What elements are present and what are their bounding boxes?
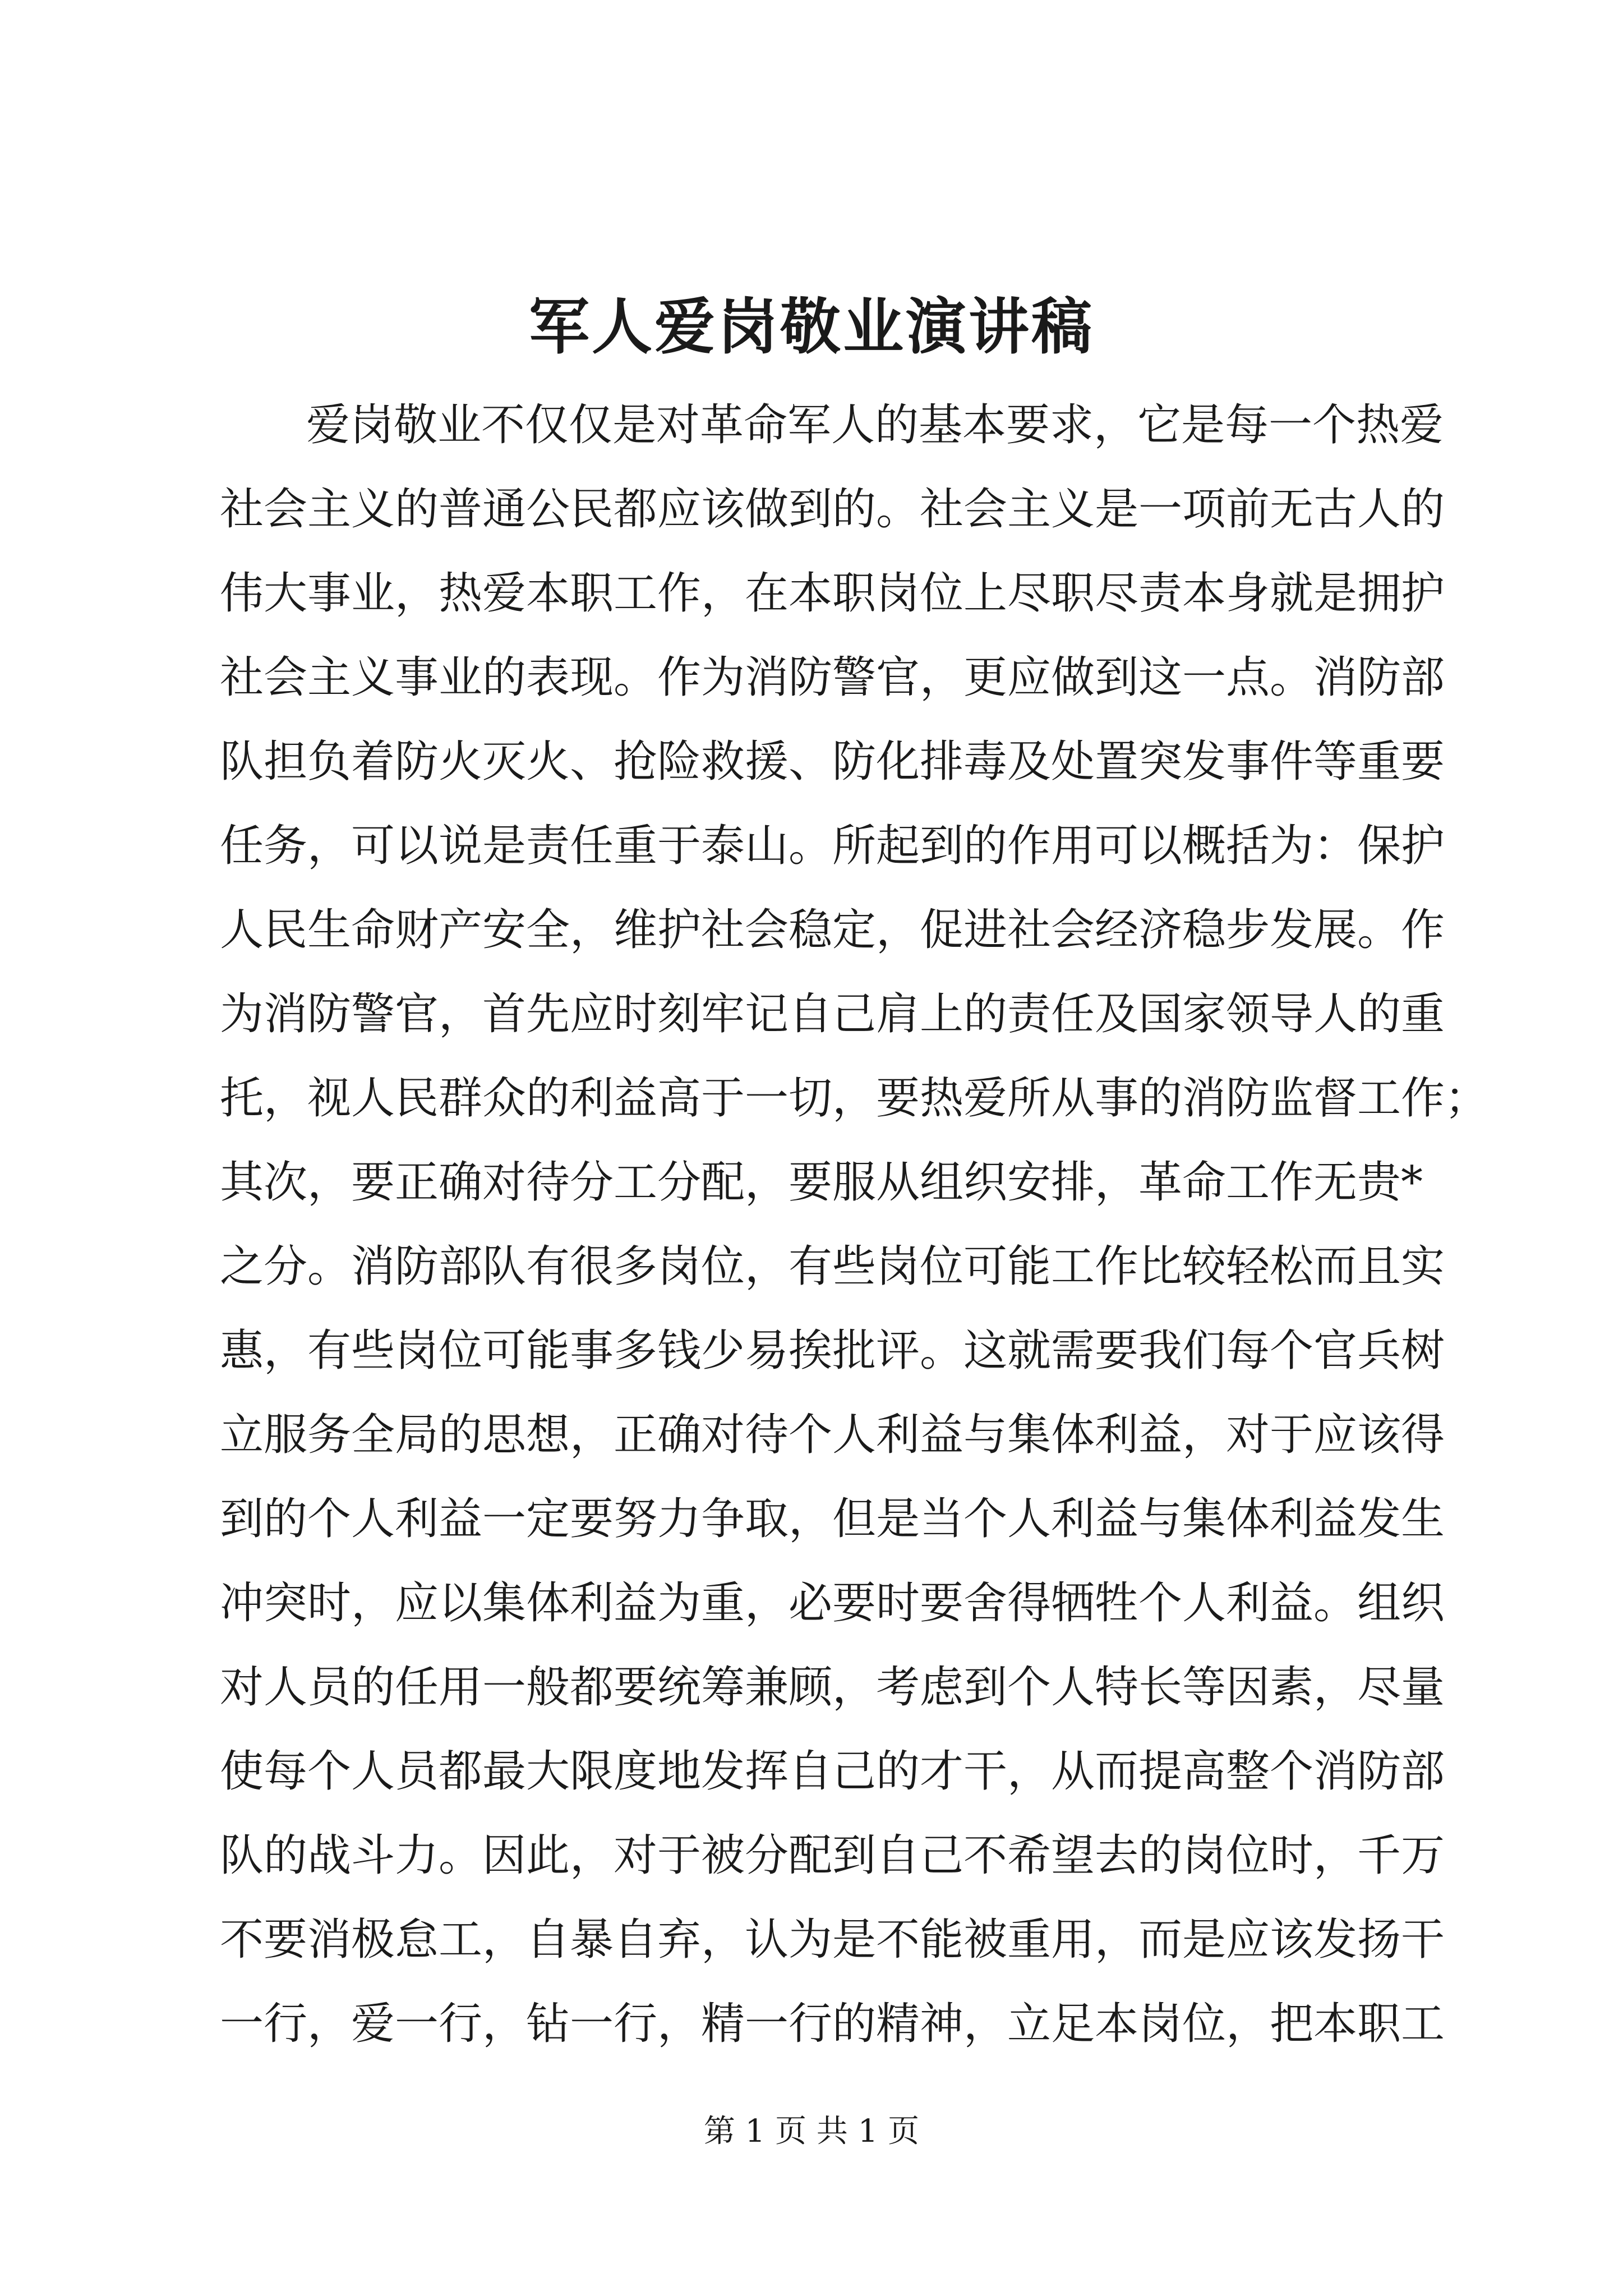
body-line: 对人员的任用一般都要统筹兼顾，考虑到个人特长等因素，尽量 [220, 1662, 1445, 1713]
body-line: 不要消极怠工，自暴自弃，认为是不能被重用，而是应该发扬干 [220, 1915, 1445, 1965]
body-line: 惠，有些岗位可能事多钱少易挨批评。这就需要我们每个官兵树 [220, 1326, 1445, 1376]
body-line: 社会主义事业的表现。作为消防警官，更应做到这一点。消防部 [220, 652, 1445, 703]
body-line: 为消防警官，首先应时刻牢记自己肩上的责任及国家领导人的重 [220, 989, 1445, 1039]
body-line: 队的战斗力。因此，对于被分配到自己不希望去的岗位时，千万 [220, 1830, 1445, 1881]
body-line: 社会主义的普通公民都应该做到的。社会主义是一项前无古人的 [220, 484, 1445, 535]
body-line: 托，视人民群众的利益高于一切，要热爱所从事的消防监督工作； [220, 1073, 1489, 1124]
body-line: 使每个人员都最大限度地发挥自己的才干，从而提高整个消防部 [220, 1746, 1445, 1797]
body-line: 任务，可以说是责任重于泰山。所起到的作用可以概括为：保护 [220, 821, 1445, 871]
body-line: 到的个人利益一定要努力争取，但是当个人利益与集体利益发生 [220, 1494, 1445, 1544]
page-number-footer: 第 1 页 共 1 页 [703, 2113, 920, 2150]
body-line: 之分。消防部队有很多岗位，有些岗位可能工作比较轻松而且实 [220, 1241, 1445, 1292]
body-line: 冲突时，应以集体利益为重，必要时要舍得牺牲个人利益。组织 [220, 1578, 1445, 1628]
body-line: 立服务全局的思想，正确对待个人利益与集体利益，对于应该得 [220, 1410, 1445, 1460]
body-line: 伟大事业，热爱本职工作，在本职岗位上尽职尽责本身就是拥护 [220, 568, 1445, 619]
body-line: 人民生命财产安全，维护社会稳定，促进社会经济稳步发展。作 [220, 905, 1445, 955]
body-line: 其次，要正确对待分工分配，要服从组织安排，革命工作无贵* [220, 1157, 1423, 1208]
body-line: 队担负着防火灭火、抢险救援、防化排毒及处置突发事件等重要 [220, 737, 1445, 787]
body-line: 爱岗敬业不仅仅是对革命军人的基本要求，它是每一个热爱 [306, 400, 1444, 450]
body-line: 一行，爱一行，钻一行，精一行的精神，立足本岗位，把本职工 [220, 1999, 1445, 2049]
document-title: 军人爱岗敬业演讲稿 [528, 292, 1094, 362]
